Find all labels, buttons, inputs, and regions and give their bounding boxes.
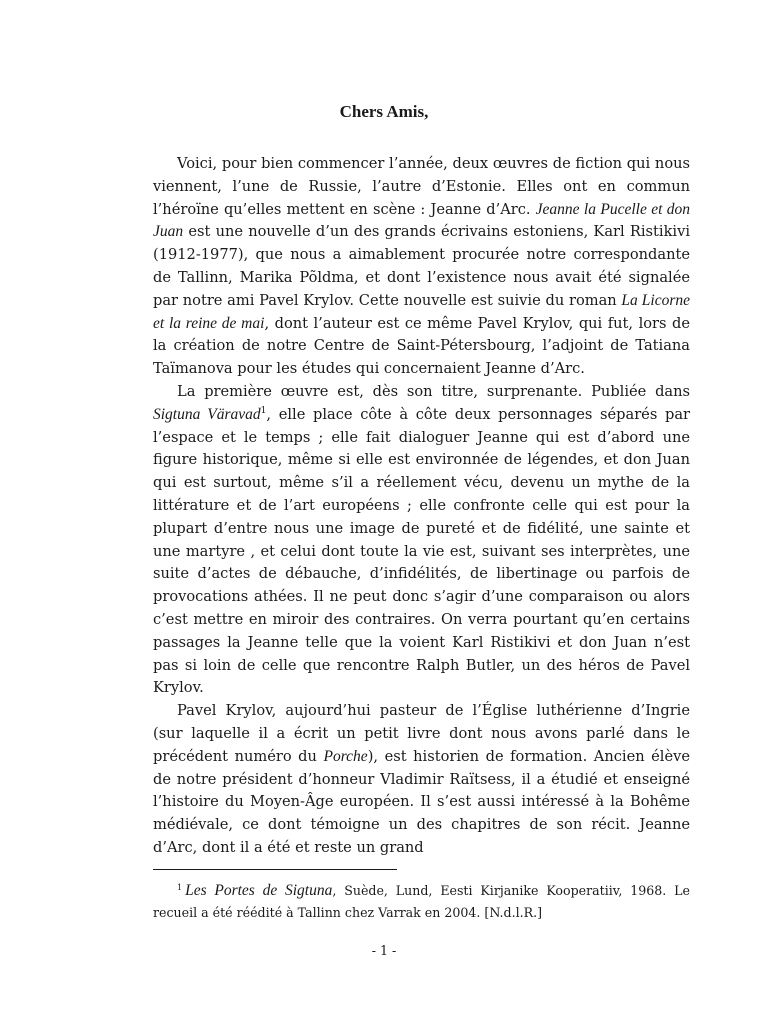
paragraph-3 bbox=[153, 700, 690, 860]
paragraph-text: , elle place côte à côte deux personnages séparés par l’espace et le temps ; elle fait dialoguer Jeanne qui est d’abord une figure historique, même si elle est environnée de légendes, et don Juan qui est surtout, même s’il a réellement vécu, devenu un mythe de la littérature et de l’art européens ; elle confronte celle qui est pour la plupart d’entre nous une image de pureté et de fidélité, une sainte et une martyre , et celui dont toute la vie est, suivant ses interprètes, une suite d’actes de débauche, d’infidélités, de libertinage ou parfois de provocations athées. Il ne peut donc s’agir d’une comparaison ou alors c’est mettre en miroir des contraires. On verra pourtant qu’en certains passages la Jeanne telle que la voient Karl Ristikivi et don Juan n’est pas si loin de celle que rencontre Ralph Butler, un des héros de Pavel Krylov. bbox=[153, 405, 691, 697]
italic-title: La Licorne et la reine de mai bbox=[153, 291, 690, 332]
paragraph-text: , dont l’auteur est ce même Pavel Krylov, qui fut, lors de la création de notre Centre de Saint-Pétersbourg, l’adjoint de Tatiana Taïmanova pour les études qui concernaient Jeanne d’Arc. bbox=[153, 314, 690, 378]
paragraph-2 bbox=[153, 381, 690, 700]
paragraph-1 bbox=[153, 153, 690, 381]
footnote-divider bbox=[153, 869, 397, 870]
italic-title: Jeanne la Pucelle et don Juan bbox=[153, 200, 690, 241]
page-number: - 1 - bbox=[371, 943, 397, 958]
italic-title: Porche bbox=[323, 747, 368, 765]
page-title: Chers Amis, bbox=[339, 102, 429, 121]
italic-title: Sigtuna Väravad bbox=[153, 405, 261, 423]
footnote-title: Les Portes de Sigtuna bbox=[185, 882, 333, 899]
paragraph-text: est une nouvelle d’un des grands écrivains estoniens, Karl Ristikivi (1912-1977), que nous a aimablement procurée notre correspondante de Tallinn, Marika Põldma, et dont l’existence nous avait été signalée par notre ami Pavel Krylov. Cette nouvelle est suivie du roman bbox=[153, 223, 690, 309]
footnote-number: 1 bbox=[177, 882, 183, 892]
paragraph-text: La première œuvre est, dès son titre, surprenante. Publiée dans bbox=[177, 382, 690, 400]
paragraph-text: Pavel Krylov, aujourd’hui pasteur de l’Église luthérienne d’Ingrie (sur laquelle il a écrit un petit livre dont nous avons parlé dans le précédent numéro du bbox=[153, 702, 690, 765]
footnote bbox=[153, 880, 690, 924]
footnote-text: , Suède, Lund, Eesti Kirjanike Kooperatiiv, 1968. Le recueil a été réédité à Tallinn chez Varrak en 2004. [N.d.l.R.] bbox=[153, 883, 690, 920]
body-text bbox=[153, 153, 690, 860]
paragraph-text: Voici, pour bien commencer l’année, deux œuvres de fiction qui nous viennent, l’une de Russie, l’autre d’Estonie. Elles ont en commun l’héroïne qu’elles mettent en scène : Jeanne d’Arc. bbox=[153, 155, 690, 218]
paragraph-text: ), est historien de formation. Ancien élève de notre président d’honneur Vladimir Raïtsess, il a étudié et enseigné l’histoire du Moyen-Âge européen. Il s’est aussi intéressé à la Bohême médiévale, ce dont témoigne un des chapitres de son récit. Jeanne d’Arc, dont il a été et reste un grand bbox=[153, 747, 690, 856]
footnote-reference[interactable]: 1 bbox=[260, 405, 267, 416]
